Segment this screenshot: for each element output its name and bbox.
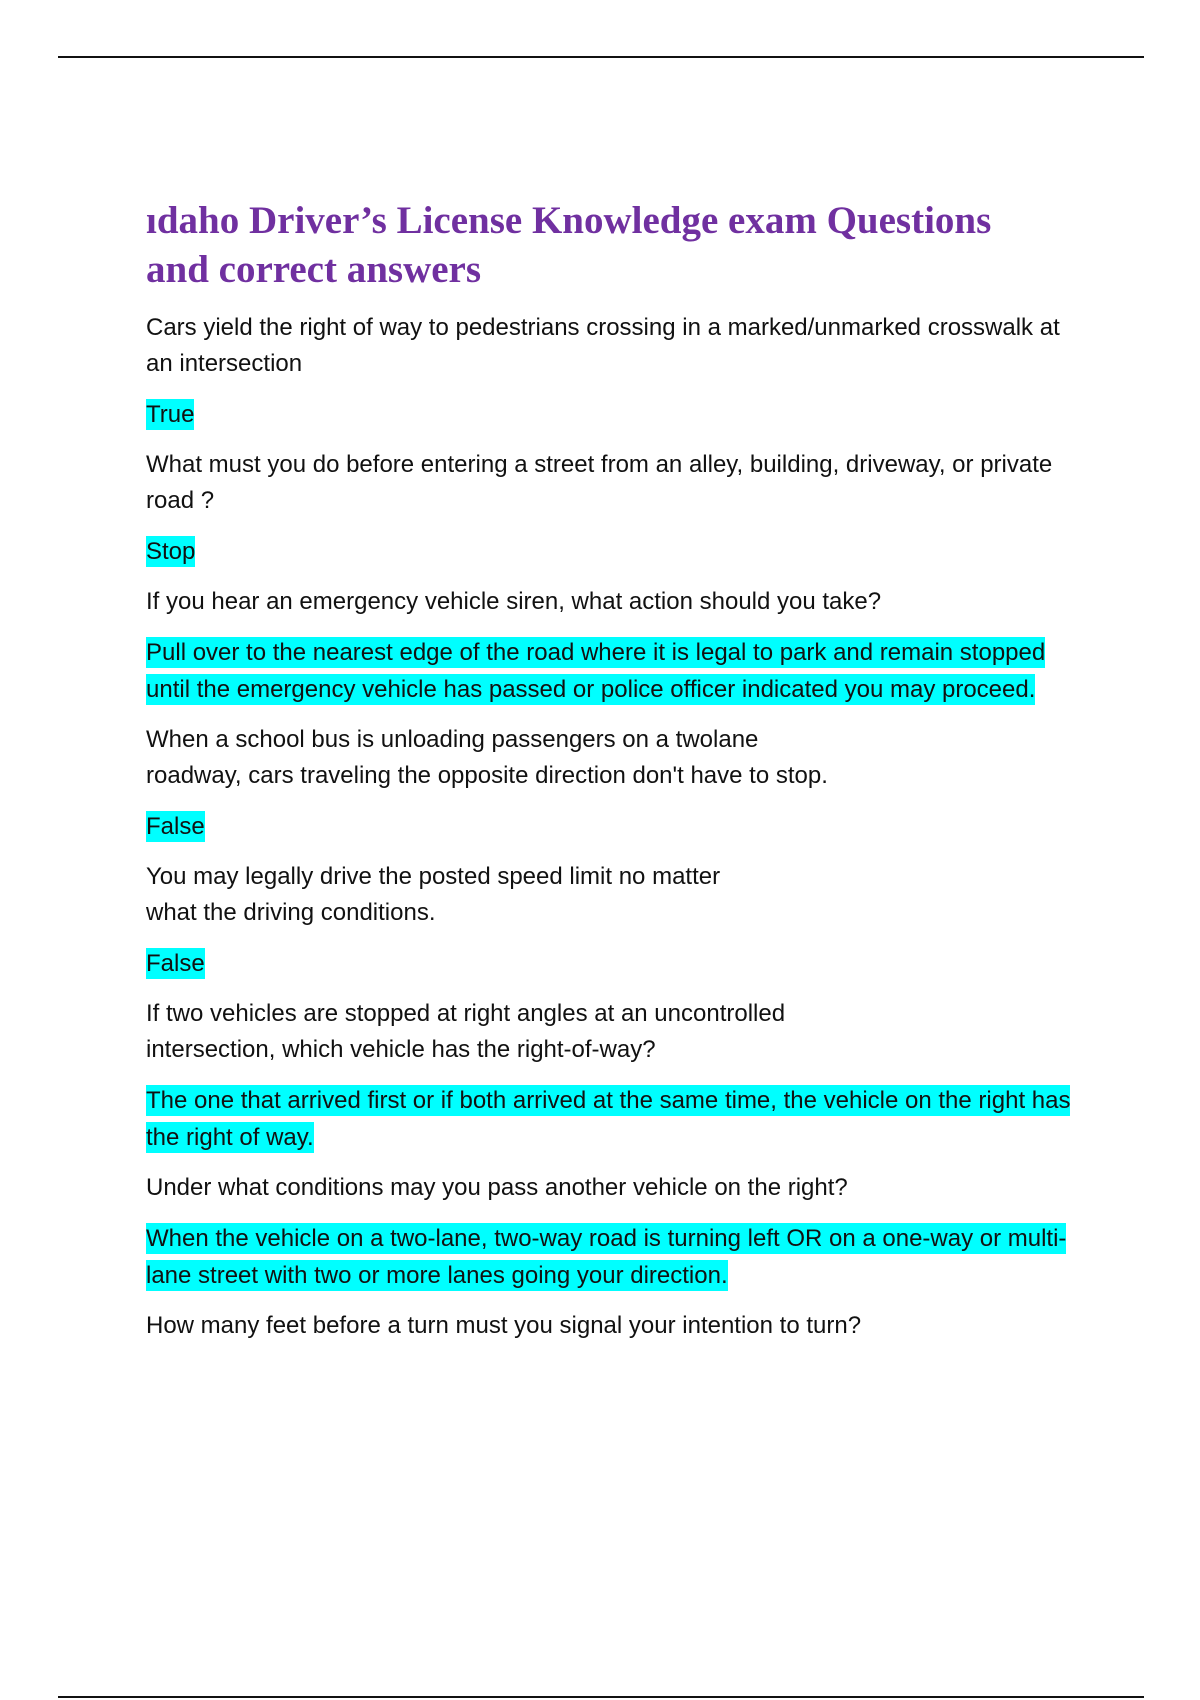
question-text: You may legally drive the posted speed limit no matter what the driving conditions. — [146, 863, 721, 926]
answer-block — [146, 1220, 1086, 1294]
highlighted-answer: The one that arrived first or if both arrived at the same time, the vehicle on the right has the right of way. — [146, 1087, 1071, 1151]
qa-list — [146, 310, 1086, 1344]
document-body — [146, 196, 1086, 1358]
question-text: Cars yield the right of way to pedestrians crossing in a marked/unmarked crosswalk at an intersection — [146, 314, 1060, 377]
highlighted-answer: Stop — [146, 538, 196, 565]
answer-block — [146, 634, 1086, 708]
highlighted-answer: False — [146, 950, 205, 977]
question-text: What must you do before entering a street from an alley, building, driveway, or private road ? — [146, 451, 1053, 514]
highlighted-answer: False — [146, 813, 205, 840]
question-text: How many feet before a turn must you signal your intention to turn? — [146, 1312, 862, 1339]
question-text: If two vehicles are stopped at right angles at an uncontrolled intersection, which vehicle has the right-of-way? — [146, 1000, 786, 1063]
answer-block — [146, 808, 1086, 845]
question-text: Under what conditions may you pass another vehicle on the right? — [146, 1174, 848, 1201]
top-rule — [58, 56, 1144, 58]
answer-block — [146, 396, 1086, 433]
answer-block — [146, 945, 1086, 982]
highlighted-answer: Pull over to the nearest edge of the road where it is legal to park and remain stopped until the emergency vehicle has passed or police officer indicated you may proceed. — [146, 639, 1046, 703]
highlighted-answer: When the vehicle on a two-lane, two-way road is turning left OR on a one-way or multi-lane street with two or more lanes going your direction. — [146, 1225, 1067, 1289]
bottom-rule — [58, 1696, 1144, 1698]
document-title: ıdaho Driver’s License Knowledge exam Questions and correct answers — [146, 199, 992, 291]
answer-block — [146, 1082, 1086, 1156]
highlighted-answer: True — [146, 401, 195, 428]
question-text: When a school bus is unloading passengers on a twolane roadway, cars traveling the opposite direction don't have to stop. — [146, 726, 828, 789]
answer-block — [146, 533, 1086, 570]
question-text: If you hear an emergency vehicle siren, what action should you take? — [146, 588, 882, 615]
